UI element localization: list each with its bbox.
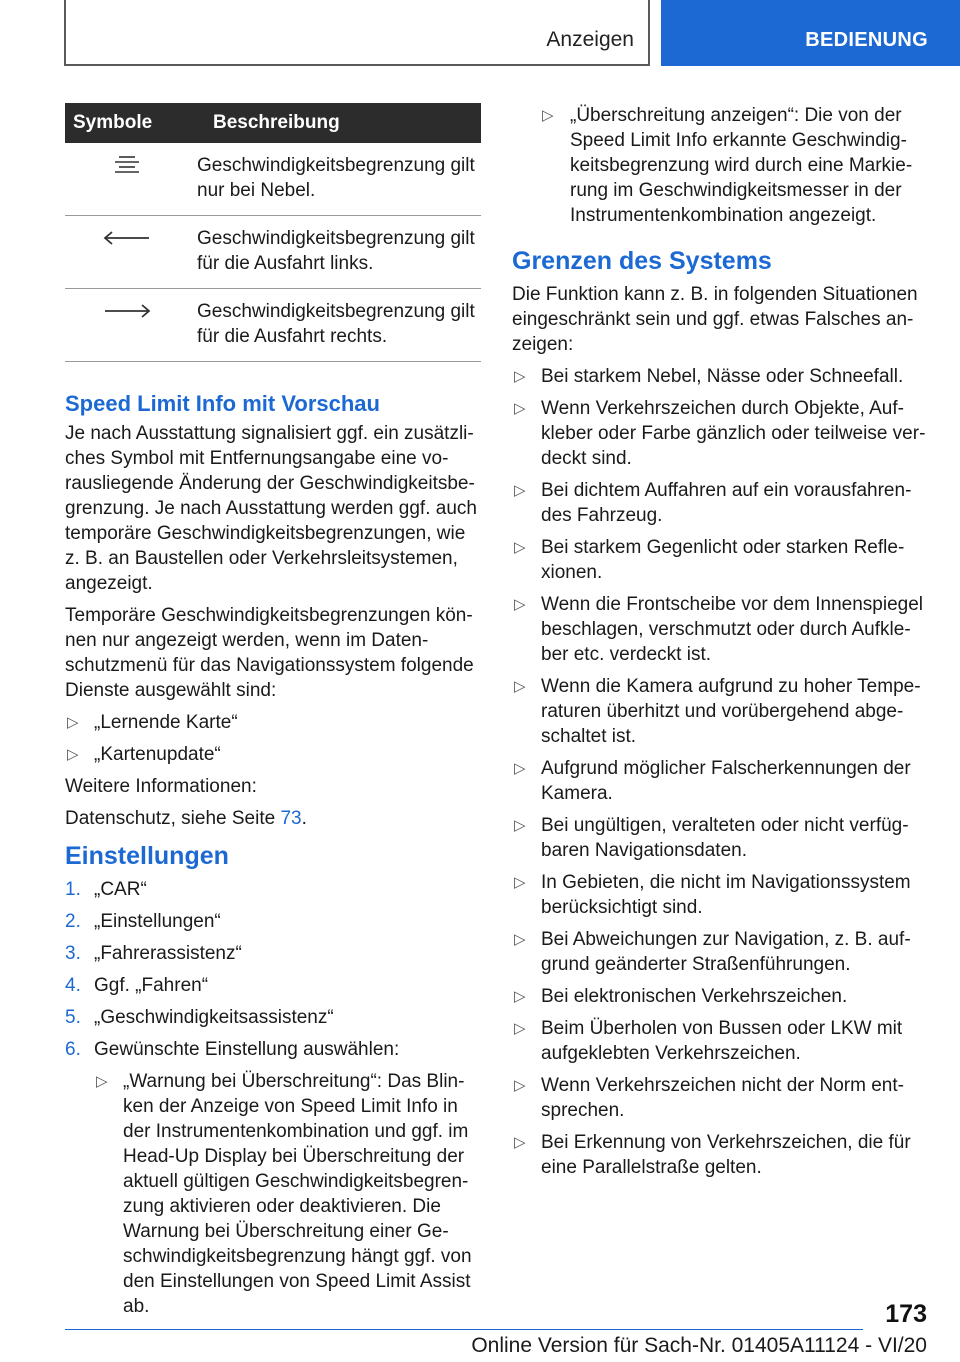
paragraph-preview-1: Je nach Ausstattung signalisiert ggf. ein zusätzliches Symbol mit Entfernungsangabe eine vorausliegende Änderung der Geschwindigkeitsbegrenzung. Je nach Ausstattung werden ggf. auch temporäre Geschwindigkeitsbegrenzungen, wie z. B. an Baustellen oder Verkehrsleitsystemen, angezeigt. [65, 423, 477, 594]
more-info-label: Weitere Informationen: [65, 776, 257, 797]
step-number: 1. [65, 879, 81, 900]
arrow-right-icon [103, 303, 151, 319]
triangle-bullet-icon: ▷ [96, 1073, 108, 1090]
footer-divider [65, 1329, 863, 1330]
table-row [65, 143, 481, 216]
arrow-left-icon [103, 230, 151, 246]
triangle-bullet-icon: ▷ [514, 368, 526, 385]
list-item: ▷ „Lernende Karte“ [67, 712, 238, 733]
fog-icon [113, 155, 141, 175]
settings-options [94, 1069, 481, 1319]
header-chapter-tab [661, 0, 960, 66]
symbol-table [65, 103, 481, 362]
step-item: 6. Gewünschte Einstellung auswählen: ▷ „Warnung bei Überschreitung“: Das Blinken der Anzeige von Speed Limit Info in der Instrumentenkombination und ggf. im Head-Up Display bei Überschreitung der aktuell gültigen Geschwindigkeitsbegrenzung aktivieren oder deaktivieren. Die Warnung bei Überschreitung einer Geschwindigkeitsbegrenzung hängt ggf. von den Einstellungen von Speed Limit Assist ab. [65, 1037, 481, 1319]
list-item: ▷ Bei elektronischen Verkehrszeichen. [514, 986, 848, 1007]
header-chapter-title: BEDIENUNG [805, 29, 928, 51]
list-item: ▷ „Überschreitung anzeigen“: Die von der Speed Limit Info erkannte Geschwindigkeitsbegrenzung wird durch eine Markierung im Geschwindigkeitsmesser in der Instrumentenkombination angezeigt. [542, 105, 913, 226]
symbol-cell [65, 216, 189, 289]
step-item: 3. „Fahrerassistenz“ [65, 943, 242, 964]
list-item: ▷ Bei Abweichungen zur Navigation, z. B. aufgrund geänderter Straßenführungen. [514, 929, 911, 975]
header-section-box [64, 0, 650, 66]
triangle-bullet-icon: ▷ [514, 482, 526, 499]
list-item: ▷ In Gebieten, die nicht im Navigationssystem berücksichtigt sind. [514, 872, 911, 918]
header-section-title: Anzeigen [546, 28, 634, 51]
page-number: 173 [885, 1300, 927, 1328]
triangle-bullet-icon: ▷ [514, 1077, 526, 1094]
triangle-bullet-icon: ▷ [514, 988, 526, 1005]
heading-preview: Speed Limit Info mit Vorschau [65, 391, 380, 416]
paragraph-limits-intro: Die Funktion kann z. B. in folgenden Situationen eingeschränkt sein und ggf. etwas Falsches anzeigen: [512, 284, 918, 355]
list-item: ▷ Aufgrund möglicher Falscherkennungen der Kamera. [514, 758, 911, 804]
left-column [65, 103, 481, 1326]
step-number: 3. [65, 943, 81, 964]
privacy-reference: Datenschutz, siehe Seite 73. [65, 808, 307, 829]
right-column [512, 103, 930, 1187]
description-cell: Geschwindigkeitsbegrenzung gilt für die Ausfahrt rechts. [189, 289, 481, 362]
list-item: ▷ Bei starkem Nebel, Nässe oder Schneefall. [514, 366, 904, 387]
settings-options-continued [512, 103, 930, 228]
triangle-bullet-icon: ▷ [514, 817, 526, 834]
page-link[interactable]: 73 [280, 808, 302, 829]
list-item: ▷ Bei Erkennung von Verkehrszeichen, die für eine Parallelstraße gelten. [514, 1132, 911, 1178]
triangle-bullet-icon: ▷ [514, 760, 526, 777]
list-item: ▷ Wenn die Frontscheibe vor dem Innenspiegel beschlagen, verschmutzt oder durch Aufkleber etc. verdeckt ist. [514, 594, 923, 665]
step-item: 5. „Geschwindigkeitsassistenz“ [65, 1007, 334, 1028]
step-number: 6. [65, 1039, 81, 1060]
list-item: ▷ Bei ungültigen, veralteten oder nicht verfügbaren Navigationsdaten. [514, 815, 909, 861]
triangle-bullet-icon: ▷ [514, 1020, 526, 1037]
list-item: ▷ „Kartenupdate“ [67, 744, 221, 765]
list-item: ▷ Bei starkem Gegenlicht oder starken Reflexionen. [514, 537, 905, 583]
symbol-cell [65, 143, 189, 216]
column-header-description: Beschreibung [189, 103, 481, 143]
settings-steps [65, 877, 481, 1319]
step-number: 5. [65, 1007, 81, 1028]
paragraph-preview-2: Temporäre Geschwindigkeitsbegrenzungen können nur angezeigt werden, wenn im Datenschutzmenü für das Navigationssystem folgende Dienste ausgewählt sind: [65, 605, 474, 701]
triangle-bullet-icon: ▷ [67, 746, 79, 763]
triangle-bullet-icon: ▷ [514, 678, 526, 695]
step-item: 1. „CAR“ [65, 879, 147, 900]
triangle-bullet-icon: ▷ [542, 107, 554, 124]
column-header-symbol: Symbole [65, 103, 189, 143]
footer-online-version: Online Version für Sach-Nr. 01405A11124 - VI/20 [471, 1334, 927, 1357]
heading-limits: Grenzen des Systems [512, 247, 772, 275]
list-item: ▷ „Warnung bei Überschreitung“: Das Blinken der Anzeige von Speed Limit Info in der Instrumentenkombination und ggf. im Head-Up Display bei Überschreitung der aktuell gültigen Geschwindigkeitsbegrenzung aktivieren oder deaktivieren. Die Warnung bei Überschreitung einer Geschwindigkeitsbegrenzung hängt ggf. von den Einstellungen von Speed Limit Assist ab. [96, 1071, 472, 1317]
triangle-bullet-icon: ▷ [514, 931, 526, 948]
limits-list [512, 364, 930, 1180]
triangle-bullet-icon: ▷ [514, 596, 526, 613]
list-item: ▷ Wenn die Kamera aufgrund zu hoher Temperaturen überhitzt und vorübergehend abgeschaltet ist. [514, 676, 921, 747]
list-item: ▷ Wenn Verkehrszeichen durch Objekte, Aufkleber oder Farbe gänzlich oder teilweise verdeckt sind. [514, 398, 926, 469]
services-list [65, 710, 481, 767]
table-row [65, 289, 481, 362]
triangle-bullet-icon: ▷ [514, 539, 526, 556]
heading-settings: Einstellungen [65, 842, 229, 870]
triangle-bullet-icon: ▷ [514, 1134, 526, 1151]
symbol-table-header [65, 103, 481, 143]
list-item: ▷ Wenn Verkehrszeichen nicht der Norm entsprechen. [514, 1075, 904, 1121]
step-item: 2. „Einstellungen“ [65, 911, 221, 932]
triangle-bullet-icon: ▷ [514, 400, 526, 417]
step-item: 4. Ggf. „Fahren“ [65, 975, 209, 996]
triangle-bullet-icon: ▷ [514, 874, 526, 891]
symbol-cell [65, 289, 189, 362]
list-item: ▷ Bei dichtem Auffahren auf ein vorausfahrendes Fahrzeug. [514, 480, 912, 526]
description-cell: Geschwindigkeitsbegrenzung gilt nur bei Nebel. [189, 143, 481, 216]
table-row [65, 216, 481, 289]
description-cell: Geschwindigkeitsbegrenzung gilt für die Ausfahrt links. [189, 216, 481, 289]
step-number: 4. [65, 975, 81, 996]
triangle-bullet-icon: ▷ [67, 714, 79, 731]
step-number: 2. [65, 911, 81, 932]
list-item: ▷ Beim Überholen von Bussen oder LKW mit aufgeklebten Verkehrszeichen. [514, 1018, 903, 1064]
